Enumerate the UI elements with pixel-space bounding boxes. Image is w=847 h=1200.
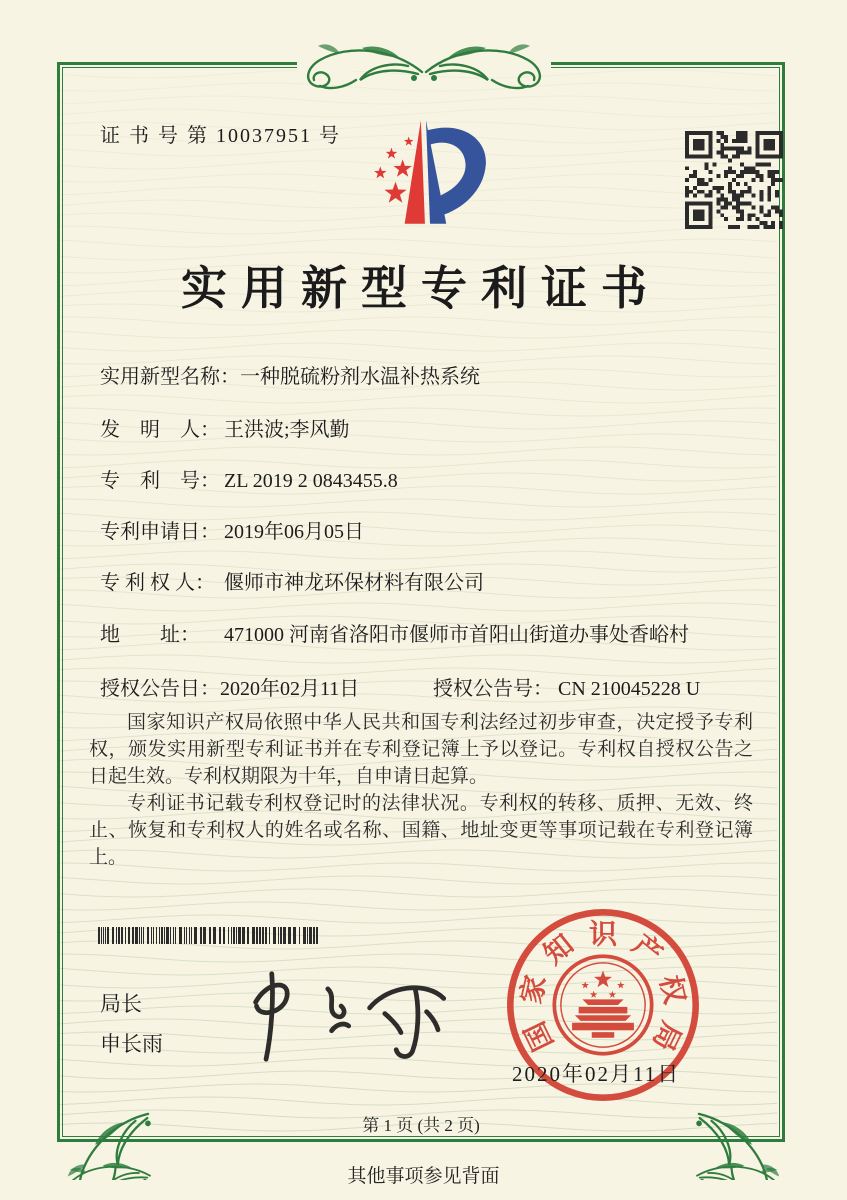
svg-text:知: 知 <box>538 929 580 972</box>
qr-code <box>685 131 783 229</box>
field-row-patent-number <box>100 467 760 495</box>
legal-paragraph-1: 国家知识产权局依照中华人民共和国专利法经过初步审查，决定授予专利权，颁发实用新型专利证书并在专利登记簿上予以登记。专利权自授权公告之日起生效。专利权期限为十年，自申请日起算。 <box>89 712 753 787</box>
back-note: 其他事项参见背面 <box>347 1166 500 1187</box>
field-label: 专 利 权 人： <box>100 572 215 594</box>
svg-text:局: 局 <box>646 1016 687 1056</box>
field-row-filing-date <box>100 518 760 546</box>
grant-number-label: 授权公告号： <box>433 678 553 700</box>
cnipa-logo-icon <box>358 116 500 228</box>
field-value: 王洪波;李风勤 <box>224 419 350 441</box>
field-label: 实用新型名称： <box>100 366 240 388</box>
field-row-inventors <box>100 416 760 444</box>
page-number: 第 1 页 (共 2 页) <box>362 1116 480 1135</box>
director-signature-icon <box>228 968 458 1063</box>
field-value: 471000 河南省洛阳市偃师市首阳山街道办事处香峪村 <box>224 624 689 646</box>
field-value: 2019年06月05日 <box>224 521 364 543</box>
svg-text:国: 国 <box>519 1016 560 1056</box>
director-title: 局长 <box>100 993 142 1016</box>
field-row-address <box>100 621 760 649</box>
grant-row <box>100 672 760 701</box>
national-emblem-icon <box>554 956 651 1053</box>
field-row-patentee <box>100 569 760 597</box>
legal-text <box>89 709 753 871</box>
field-label: 发 明 人： <box>100 419 220 441</box>
grant-date-label: 授权公告日： <box>100 678 220 700</box>
svg-text:家: 家 <box>516 972 553 1007</box>
field-value: 偃师市神龙环保材料有限公司 <box>224 572 484 594</box>
grant-date-value: 2020年02月11日 <box>220 678 360 700</box>
field-value: ZL 2019 2 0843455.8 <box>224 470 398 492</box>
svg-text:识: 识 <box>588 919 618 951</box>
field-value: 一种脱硫粉剂水温补热系统 <box>240 366 480 388</box>
barcode <box>98 927 320 944</box>
field-label: 专 利 号： <box>100 470 220 492</box>
legal-paragraph-2: 专利证书记载专利权登记时的法律状况。专利权的转移、质押、无效、终止、恢复和专利权人的姓名或名称、国籍、地址变更等事项记载在专利登记簿上。 <box>89 793 753 868</box>
field-row-name <box>100 363 760 391</box>
director-name: 申长雨 <box>100 1033 163 1056</box>
grant-number-value: CN 210045228 U <box>558 678 701 700</box>
seal-date: 2020年02月11日 <box>512 1062 681 1086</box>
field-label: 专利申请日： <box>100 521 220 543</box>
certificate-title: 实用新型专利证书 <box>181 263 661 314</box>
svg-text:产: 产 <box>626 929 668 972</box>
top-border-ornament-icon <box>293 34 555 94</box>
field-label: 地 址： <box>100 624 200 646</box>
certificate-number: 证 书 号 第 10037951 号 <box>100 125 341 147</box>
svg-text:权: 权 <box>653 972 690 1007</box>
